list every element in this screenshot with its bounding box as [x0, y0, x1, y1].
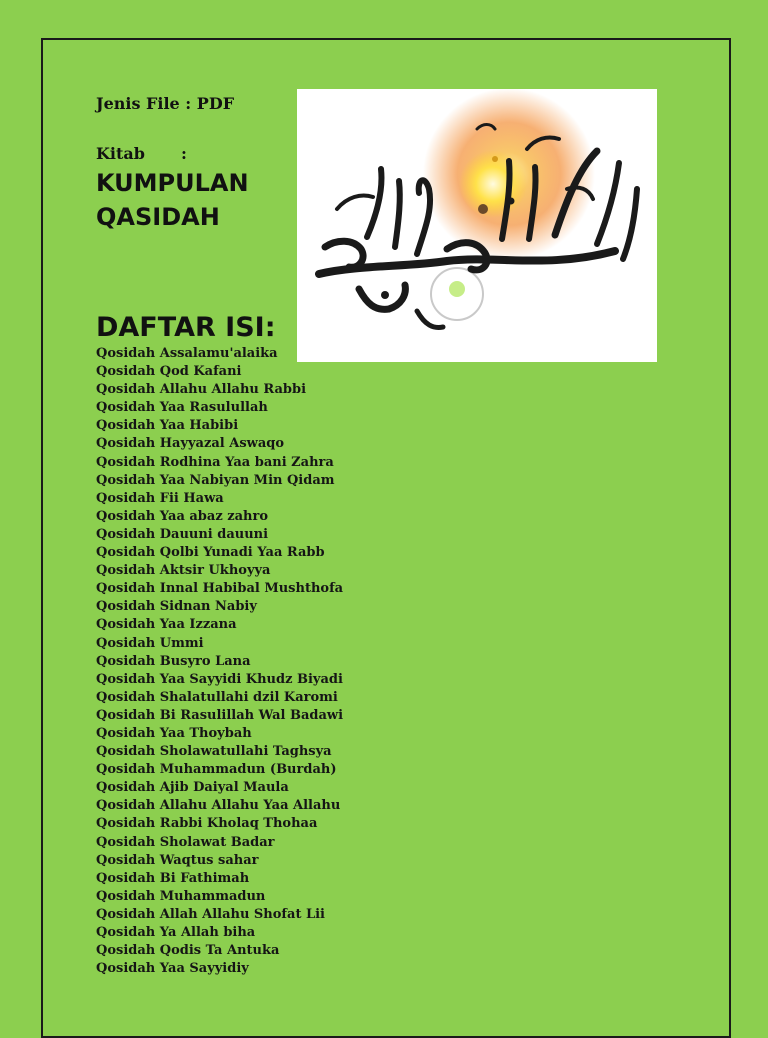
toc-list [96, 345, 343, 978]
toc-item: Qosidah Dauuni dauuni [96, 526, 269, 542]
toc-item: Qosidah Fii Hawa [96, 490, 224, 506]
toc-item: Qosidah Qolbi Yunadi Yaa Rabb [96, 545, 325, 561]
toc-item: Qosidah Rodhina Yaa bani Zahra [96, 454, 334, 470]
toc-item: Qosidah Sholawat Badar [96, 834, 275, 850]
book-title-line-2: QASIDAH [96, 203, 220, 231]
toc-item: Qosidah Aktsir Ukhoyya [96, 563, 271, 579]
toc-item: Qosidah Qod Kafani [96, 364, 242, 380]
toc-item: Qosidah Yaa Rasulullah [96, 400, 268, 416]
toc-item: Qosidah Shalatullahi dzil Karomi [96, 689, 338, 705]
toc-heading: DAFTAR ISI: [96, 312, 276, 343]
toc-item: Qosidah Ajib Daiyal Maula [96, 780, 289, 796]
toc-item: Qosidah Ummi [96, 635, 204, 651]
book-title-line-1: KUMPULAN [96, 169, 249, 197]
toc-item: Qosidah Bi Rasulillah Wal Badawi [96, 707, 344, 723]
toc-item: Qosidah Yaa Sayyidi Khudz Biyadi [96, 671, 343, 687]
toc-item: Qosidah Muhammadun [96, 888, 266, 904]
toc-item: Qosidah Yaa Thoybah [96, 725, 252, 741]
toc-item: Qosidah Allahu Allahu Rabbi [96, 382, 307, 398]
toc-item: Qosidah Allahu Allahu Yaa Allahu [96, 798, 341, 814]
toc-item: Qosidah Yaa abaz zahro [96, 508, 269, 524]
kitab-colon: : [180, 144, 187, 163]
toc-item: Qosidah Innal Habibal Mushthofa [96, 581, 344, 597]
file-type-label: Jenis File : PDF [96, 94, 235, 113]
toc-item: Qosidah Allah Allahu Shofat Lii [96, 906, 325, 922]
kitab-label: Kitab [96, 144, 145, 163]
toc-item: Qosidah Rabbi Kholaq Thohaa [96, 816, 318, 832]
toc-item: Qosidah Assalamu'alaika [96, 346, 278, 361]
toc-item: Qosidah Sidnan Nabiy [96, 599, 257, 615]
calligraphy-artwork [297, 89, 657, 362]
toc-item: Qosidah Muhammadun (Burdah) [96, 762, 337, 778]
toc-item: Qosidah Ya Allah biha [96, 925, 256, 940]
book-title [96, 166, 296, 234]
toc-item: Qosidah Yaa Izzana [96, 617, 237, 633]
toc-item: Qosidah Waqtus sahar [96, 852, 259, 868]
toc-item: Qosidah Yaa Sayyidiy [96, 961, 249, 977]
toc-item: Qosidah Busyro Lana [96, 653, 251, 669]
toc-item: Qosidah Hayyazal Aswaqo [96, 436, 285, 452]
kitab-label-line [96, 144, 187, 163]
toc-item: Qosidah Yaa Nabiyan Min Qidam [96, 472, 335, 488]
toc-item: Qosidah Sholawatullahi Taghsya [96, 744, 332, 760]
toc-item: Qosidah Bi Fathimah [96, 870, 250, 886]
calligraphy-image [297, 89, 657, 362]
toc-item: Qosidah Qodis Ta Antuka [96, 943, 280, 959]
toc-item: Qosidah Yaa Habibi [96, 418, 239, 434]
